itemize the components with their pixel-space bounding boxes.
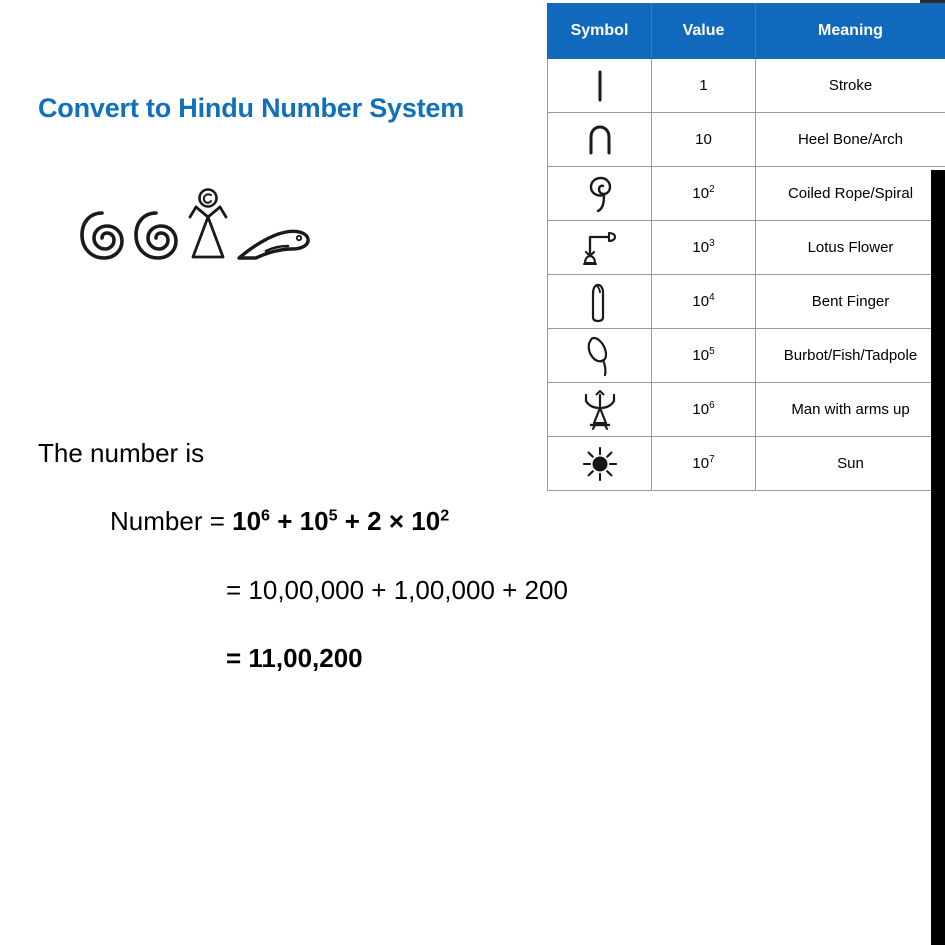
value-base: 10 — [692, 293, 710, 310]
burbot-fish-tadpole-glyph — [236, 213, 312, 268]
value-cell — [652, 59, 756, 113]
sun-glyph — [548, 437, 651, 490]
value-cell — [652, 221, 756, 275]
table-row — [548, 275, 945, 329]
column-header-symbol: Symbol — [548, 4, 652, 59]
column-header-meaning: Meaning — [756, 4, 945, 59]
coiled-rope-glyph — [548, 167, 651, 220]
value-cell — [652, 329, 756, 383]
symbol-cell — [548, 167, 652, 221]
value-base: 10 — [692, 455, 710, 472]
value-base: 10 — [695, 131, 712, 148]
equation-label: Number = — [110, 506, 233, 536]
term-1-exponent: 6 — [261, 506, 270, 525]
value-cell — [652, 167, 756, 221]
hieroglyph-number-sequence — [78, 188, 312, 268]
coiled-rope-glyph — [78, 207, 126, 268]
meaning-cell: Stroke — [756, 59, 945, 113]
egyptian-numeral-reference-table — [547, 3, 945, 491]
value-base: 1 — [699, 77, 708, 94]
value-base: 10 — [692, 401, 710, 418]
value-exponent: 6 — [709, 400, 715, 411]
intro-text: The number is — [38, 438, 205, 468]
meaning-cell: Coiled Rope/Spiral — [756, 167, 945, 221]
burbot-fish-tadpole-glyph — [548, 329, 651, 382]
table-row — [548, 329, 945, 383]
value-exponent: 7 — [709, 454, 715, 465]
table-row — [548, 221, 945, 275]
term-3-base: + 2 × 10 — [337, 506, 441, 536]
term-2-base: + 10 — [270, 506, 329, 536]
value-cell — [652, 275, 756, 329]
meaning-cell: Heel Bone/Arch — [756, 113, 945, 167]
meaning-cell: Burbot/Fish/Tadpole — [756, 329, 945, 383]
meaning-cell: Man with arms up — [756, 383, 945, 437]
value-cell — [652, 437, 756, 491]
table-row — [548, 59, 945, 113]
table-row — [548, 437, 945, 491]
table-header-row — [548, 4, 945, 59]
coiled-rope-glyph — [132, 207, 180, 268]
term-3-exponent: 2 — [440, 506, 450, 525]
meaning-cell: Bent Finger — [756, 275, 945, 329]
man-with-arms-up-glyph — [186, 187, 230, 268]
value-base: 10 — [692, 185, 710, 202]
table-row — [548, 113, 945, 167]
value-cell — [652, 113, 756, 167]
stroke-glyph — [548, 59, 651, 112]
equation-expression — [232, 506, 449, 536]
column-header-value: Value — [652, 4, 756, 59]
value-exponent: 4 — [709, 292, 715, 303]
symbol-cell — [548, 437, 652, 491]
value-base: 10 — [692, 347, 710, 364]
value-cell — [652, 383, 756, 437]
term-2-exponent: 5 — [328, 506, 338, 525]
top-edge-artifact — [920, 0, 945, 3]
value-exponent: 3 — [709, 238, 715, 249]
symbol-cell — [548, 329, 652, 383]
meaning-cell: Lotus Flower — [756, 221, 945, 275]
value-exponent: 5 — [709, 346, 715, 357]
value-exponent: 2 — [709, 184, 715, 195]
symbol-cell — [548, 383, 652, 437]
term-1-base: 10 — [232, 506, 262, 536]
man-with-arms-up-glyph — [548, 383, 651, 436]
symbol-cell — [548, 113, 652, 167]
heel-bone-arch-glyph — [548, 113, 651, 166]
meaning-cell: Sun — [756, 437, 945, 491]
symbol-cell — [548, 221, 652, 275]
symbol-cell — [548, 275, 652, 329]
symbol-cell — [548, 59, 652, 113]
table-row — [548, 167, 945, 221]
value-base: 10 — [692, 239, 710, 256]
table-row — [548, 383, 945, 437]
page-title: Convert to Hindu Number System — [38, 93, 465, 123]
right-edge-black-bar — [931, 170, 945, 945]
bent-finger-glyph — [548, 275, 651, 328]
equation-line-1 — [110, 506, 449, 537]
equation-line-2: = 10,00,000 + 1,00,000 + 200 — [226, 575, 568, 605]
lotus-flower-glyph — [548, 221, 651, 274]
equation-line-3-result: = 11,00,200 — [226, 643, 363, 673]
